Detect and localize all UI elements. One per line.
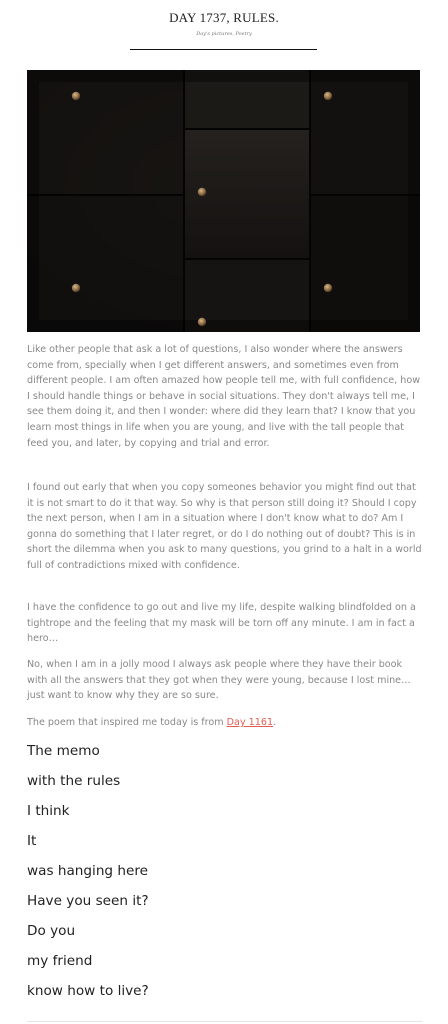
poem-line: I think — [27, 803, 70, 819]
inspiration-prefix: The poem that inspired me today is from — [27, 717, 227, 728]
featured-photo — [27, 70, 420, 332]
poem-line: Do you — [27, 923, 76, 939]
poem-line: It — [27, 833, 37, 849]
inspiration-suffix: . — [273, 717, 277, 728]
paragraph-3: I have the confidence to go out and live my life, despite walking blindfolded on a tightrope and the feeling that my mask will be torn off any minute. I am in fact a hero… — [27, 602, 416, 645]
poem-line: my friend — [27, 953, 93, 969]
poem-line: with the rules — [27, 773, 121, 789]
footer-divider — [27, 1021, 422, 1022]
poem — [27, 738, 422, 1008]
poem-line: know how to live? — [27, 983, 149, 999]
title-divider — [130, 49, 317, 50]
inspiration-line — [27, 715, 422, 731]
paragraph-1: Like other people that ask a lot of questions, I also wonder where the answers come from, specially when I get different answers, and sometimes even from different people. I am often amazed how people tell me, with full confidence, how I should handle things or behave in social situations. They don't always tell me, I see them doing it, and then I wonder: where did they learn that? I know that you learn most things in life when you are young, and live with the tall people that feed you, and later, by copying and trial and error. — [27, 344, 421, 449]
paragraph-4: No, when I am in a jolly mood I always ask people where they have their book with all the answers that they got when they were young, because I lost mine… just want to know why they are so sure. — [27, 659, 411, 702]
paragraph-2: I found out early that when you copy someones behavior you might find out that it is not smart to do it that way. So why is that person still doing it? Should I copy the next person, when I am in a situation where I don't know what to do? Am I gonna do something that I later regret, or do I do nothing out of doubt? This is in short the dilemma when you ask to many questions, you grind to a halt in a world full of contradictions mixed with confidence. — [27, 482, 422, 571]
poem-line: The memo — [27, 743, 100, 759]
poem-line: Have you seen it? — [27, 893, 149, 909]
poem-line: was hanging here — [27, 863, 149, 879]
post-title: DAY 1737, RULES. — [169, 10, 279, 25]
post-categories[interactable]: Day's pictures, Poetry — [196, 31, 252, 37]
day-1161-link[interactable]: Day 1161 — [226, 717, 274, 728]
